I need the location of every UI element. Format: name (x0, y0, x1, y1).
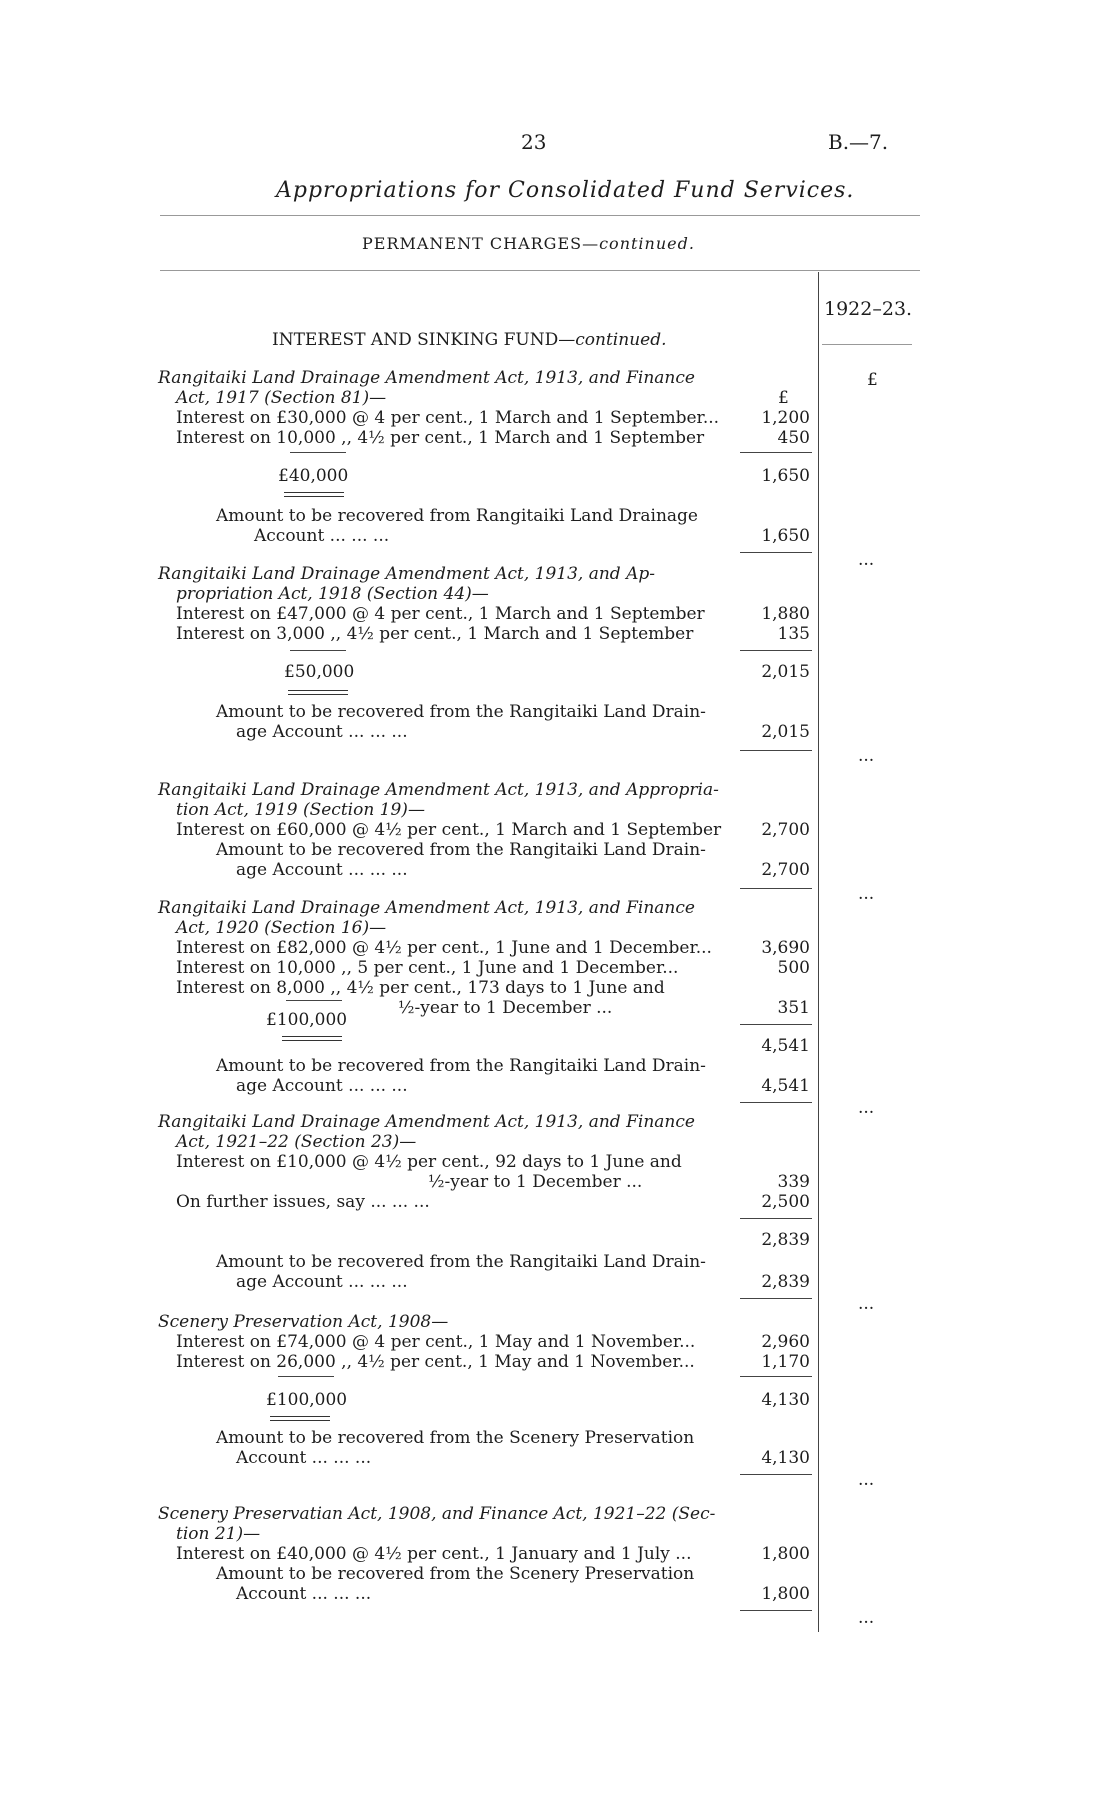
divider (740, 1298, 812, 1299)
recovery-text: Account ... ... ... (236, 1448, 372, 1468)
year-heading: 1922–23. (824, 298, 913, 320)
recovery-text: Amount to be recovered from the Rangitaiki Land Drain- (216, 840, 706, 860)
year-currency: £ (867, 370, 878, 390)
page-number: 23 (521, 130, 547, 154)
interest-line: ½-year to 1 December ... (428, 1172, 643, 1192)
principal: £100,000 (266, 1390, 348, 1410)
year-value: ... (858, 746, 875, 766)
interest-line: Interest on £10,000 @ 4½ per cent., 92 days to 1 June and (176, 1152, 682, 1172)
line-amount: 2,500 (761, 1192, 810, 1212)
subtotal: 2,015 (761, 662, 810, 682)
recovery-amount: 2,015 (761, 722, 810, 742)
recovery-text: Amount to be recovered from the Rangitaiki Land Drain- (216, 702, 706, 722)
block-heading: Rangitaiki Land Drainage Amendment Act, 1913, and Ap- (158, 564, 655, 584)
recovery-amount: 1,800 (761, 1584, 810, 1604)
interest-line: Interest on £60,000 @ 4½ per cent., 1 March and 1 September (176, 820, 722, 840)
line-amount: 1,200 (761, 408, 810, 428)
interest-line: ½-year to 1 December ... (398, 998, 613, 1018)
recovery-text: Amount to be recovered from the Scenery Preservation (216, 1564, 695, 1584)
principal: £40,000 (278, 466, 349, 486)
line-amount: 2,960 (761, 1332, 810, 1352)
section-title: INTEREST AND SINKING FUND—continued. (272, 330, 667, 350)
divider (160, 270, 920, 271)
line-amount: 135 (777, 624, 810, 644)
divider (290, 650, 346, 651)
subtotal: 1,650 (761, 466, 810, 486)
interest-line: On further issues, say ... ... ... (176, 1192, 430, 1212)
recovery-amount: 2,700 (761, 860, 810, 880)
recovery-text: age Account ... ... ... (236, 860, 408, 880)
block-heading: Act, 1920 (Section 16)— (176, 918, 387, 938)
recovery-text: Account ... ... ... (254, 526, 390, 546)
double-rule (270, 1416, 330, 1421)
page-title: Appropriations for Consolidated Fund Services. (276, 178, 855, 203)
principal: £100,000 (266, 1010, 348, 1030)
divider (740, 452, 812, 453)
interest-line: Interest on 3,000 ,, 4½ per cent., 1 March and 1 September (176, 624, 694, 644)
block-heading: Act, 1921–22 (Section 23)— (176, 1132, 417, 1152)
subtotal: 4,130 (761, 1390, 810, 1410)
line-amount: 500 (777, 958, 810, 978)
doc-code: B.—7. (828, 130, 889, 154)
recovery-text: Amount to be recovered from the Rangitaiki Land Drain- (216, 1252, 706, 1272)
divider (740, 1610, 812, 1611)
interest-line: Interest on 26,000 ,, 4½ per cent., 1 May and 1 November... (176, 1352, 695, 1372)
principal: £50,000 (284, 662, 355, 682)
line-amount: 1,800 (761, 1544, 810, 1564)
recovery-amount: 1,650 (761, 526, 810, 546)
double-rule (282, 1036, 342, 1041)
year-value: ... (858, 1608, 875, 1628)
line-amount: 450 (777, 428, 810, 448)
interest-line: Interest on 10,000 ,, 5 per cent., 1 June and 1 December... (176, 958, 679, 978)
recovery-text: age Account ... ... ... (236, 1272, 408, 1292)
recovery-text: Amount to be recovered from the Scenery Preservation (216, 1428, 695, 1448)
divider (822, 344, 912, 345)
block-heading: tion Act, 1919 (Section 19)— (176, 800, 425, 820)
recovery-text: Account ... ... ... (236, 1584, 372, 1604)
line-amount: 2,700 (761, 820, 810, 840)
line-amount: 1,880 (761, 604, 810, 624)
recovery-text: age Account ... ... ... (236, 722, 408, 742)
block-heading: tion 21)— (176, 1524, 261, 1544)
double-rule (284, 492, 344, 497)
block-heading: Rangitaiki Land Drainage Amendment Act, 1913, and Finance (158, 1112, 695, 1132)
interest-line: Interest on £40,000 @ 4½ per cent., 1 January and 1 July ... (176, 1544, 692, 1564)
divider (286, 1000, 342, 1001)
interest-line: Interest on 8,000 ,, 4½ per cent., 173 days to 1 June and (176, 978, 665, 998)
currency-symbol: £ (778, 388, 789, 408)
year-value: ... (858, 550, 875, 570)
block-heading: Scenery Preservatian Act, 1908, and Finance Act, 1921–22 (Sec- (158, 1504, 716, 1524)
column-rule (818, 272, 819, 1632)
year-value: ... (858, 1294, 875, 1314)
divider (740, 1218, 812, 1219)
block-heading: Rangitaiki Land Drainage Amendment Act, 1913, and Appropria- (158, 780, 719, 800)
interest-line: Interest on 10,000 ,, 4½ per cent., 1 March and 1 September (176, 428, 705, 448)
subtotal: 2,839 (761, 1230, 810, 1250)
block-heading: Act, 1917 (Section 81)— (176, 388, 387, 408)
interest-line: Interest on £82,000 @ 4½ per cent., 1 June and 1 December... (176, 938, 712, 958)
divider (740, 1102, 812, 1103)
year-value: ... (858, 1098, 875, 1118)
interest-line: Interest on £74,000 @ 4 per cent., 1 May and 1 November... (176, 1332, 696, 1352)
recovery-amount: 4,130 (761, 1448, 810, 1468)
year-value: ... (858, 884, 875, 904)
divider (740, 1024, 812, 1025)
year-value: ... (858, 1470, 875, 1490)
line-amount: 351 (777, 998, 810, 1018)
block-heading: propriation Act, 1918 (Section 44)— (176, 584, 489, 604)
divider (290, 452, 346, 453)
interest-line: Interest on £47,000 @ 4 per cent., 1 March and 1 September (176, 604, 705, 624)
divider (740, 650, 812, 651)
divider (740, 750, 812, 751)
divider (740, 1376, 812, 1377)
divider (740, 552, 812, 553)
block-heading: Scenery Preservation Act, 1908— (158, 1312, 449, 1332)
block-heading: Rangitaiki Land Drainage Amendment Act, 1913, and Finance (158, 368, 695, 388)
subtotal: 4,541 (761, 1036, 810, 1056)
line-amount: 3,690 (761, 938, 810, 958)
divider (160, 215, 920, 216)
recovery-text: Amount to be recovered from Rangitaiki Land Drainage (216, 506, 698, 526)
recovery-text: age Account ... ... ... (236, 1076, 408, 1096)
divider (740, 1474, 812, 1475)
line-amount: 339 (777, 1172, 810, 1192)
interest-line: Interest on £30,000 @ 4 per cent., 1 March and 1 September... (176, 408, 720, 428)
subtitle: PERMANENT CHARGES—continued. (362, 234, 695, 253)
block-heading: Rangitaiki Land Drainage Amendment Act, 1913, and Finance (158, 898, 695, 918)
divider (740, 888, 812, 889)
recovery-amount: 2,839 (761, 1272, 810, 1292)
divider (278, 1376, 334, 1377)
line-amount: 1,170 (761, 1352, 810, 1372)
recovery-amount: 4,541 (761, 1076, 810, 1096)
recovery-text: Amount to be recovered from the Rangitaiki Land Drain- (216, 1056, 706, 1076)
double-rule (288, 690, 348, 695)
